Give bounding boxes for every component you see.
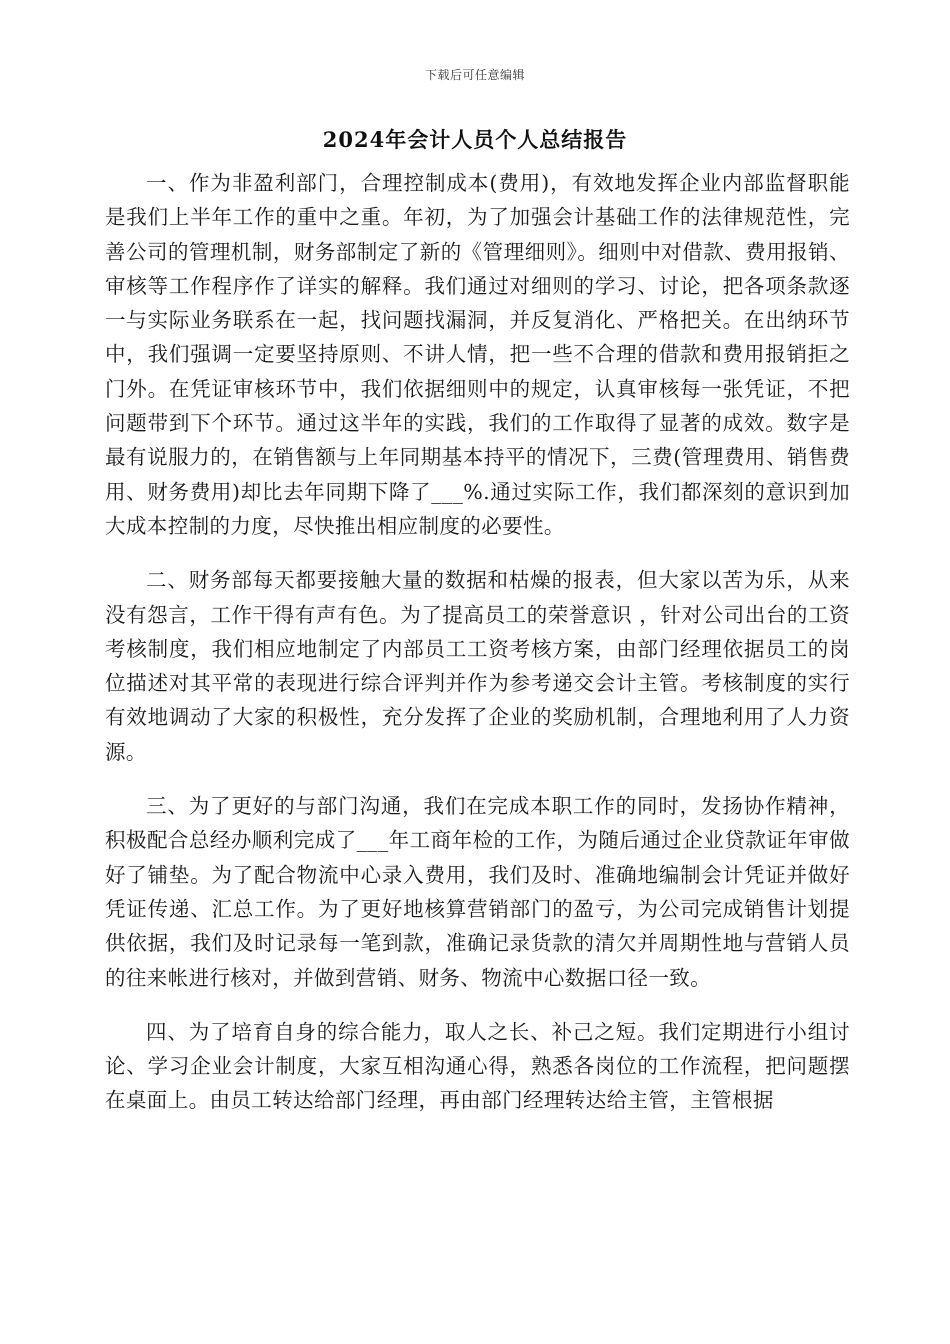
paragraph-2: 二、财务部每天都要接触大量的数据和枯燥的报表，但大家以苦为乐，从来没有怨言，工作干得有声有色。为了提高员工的荣誉意识 ，针对公司出台的工资考核制度，我们相应地制定了内部员工工资考核方案，由部门经理依据员工的岗位描述对其平常的表现进行综合评判并作为参考递交会计主管。考核制度的实行有效地调动了大家的积极性，充分发挥了企业的奖励机制，合理地利用了人力资源。 bbox=[105, 568, 850, 764]
document-title: 2024年会计人员个人总结报告 bbox=[322, 127, 628, 152]
paragraph-1: 一、作为非盈利部门，合理控制成本(费用)，有效地发挥企业内部监督职能是我们上半年工作的重中之重。年初，为了加强会计基础工作的法律规范性，完善公司的管理机制，财务部制定了新的《管理细则》。细则中对借款、费用报销、审核等工作程序作了详实的解释。我们通过对细则的学习、讨论，把各项条款逐一与实际业务联系在一起，找问题找漏洞，并反复消化、严格把关。在出纳环节中，我们强调一定要坚持原则、不讲人情，把一些不合理的借款和费用报销拒之门外。在凭证审核环节中，我们依据细则中的规定，认真审核每一张凭证，不把问题带到下个环节。通过这半年的实践，我们的工作取得了显著的成效。数字是最有说服力的，在销售额与上年同期基本持平的情况下，三费(管理费用、销售费用、财务费用)却比去年同期下降了___%.通过实际工作，我们都深刻的意识到加大成本控制的力度，尽快推出相应制度的必要性。 bbox=[105, 171, 850, 538]
header-note: 下载后可任意编辑 bbox=[424, 68, 525, 82]
paragraph-3: 三、为了更好的与部门沟通，我们在完成本职工作的同时，发扬协作精神，积极配合总经办顺利完成了___年工商年检的工作，为随后通过企业贷款证年审做好了铺垫。为了配合物流中心录入费用，我们及时、准确地编制会计凭证并做好凭证传递、汇总工作。为了更好地核算营销部门的盈亏，为公司完成销售计划提供依据，我们及时记录每一笔到款，准确记录货款的清欠并周期性地与营销人员的往来帐进行核对，并做到营销、财务、物流中心数据口径一致。 bbox=[105, 794, 850, 990]
document-body bbox=[105, 166, 850, 1138]
paragraph-4: 四、为了培育自身的综合能力，取人之长、补己之短。我们定期进行小组讨论、学习企业会计制度，大家互相沟通心得，熟悉各岗位的工作流程，把问题摆在桌面上。由员工转达给部门经理，再由部门经理转达给主管，主管根据 bbox=[105, 1019, 850, 1113]
